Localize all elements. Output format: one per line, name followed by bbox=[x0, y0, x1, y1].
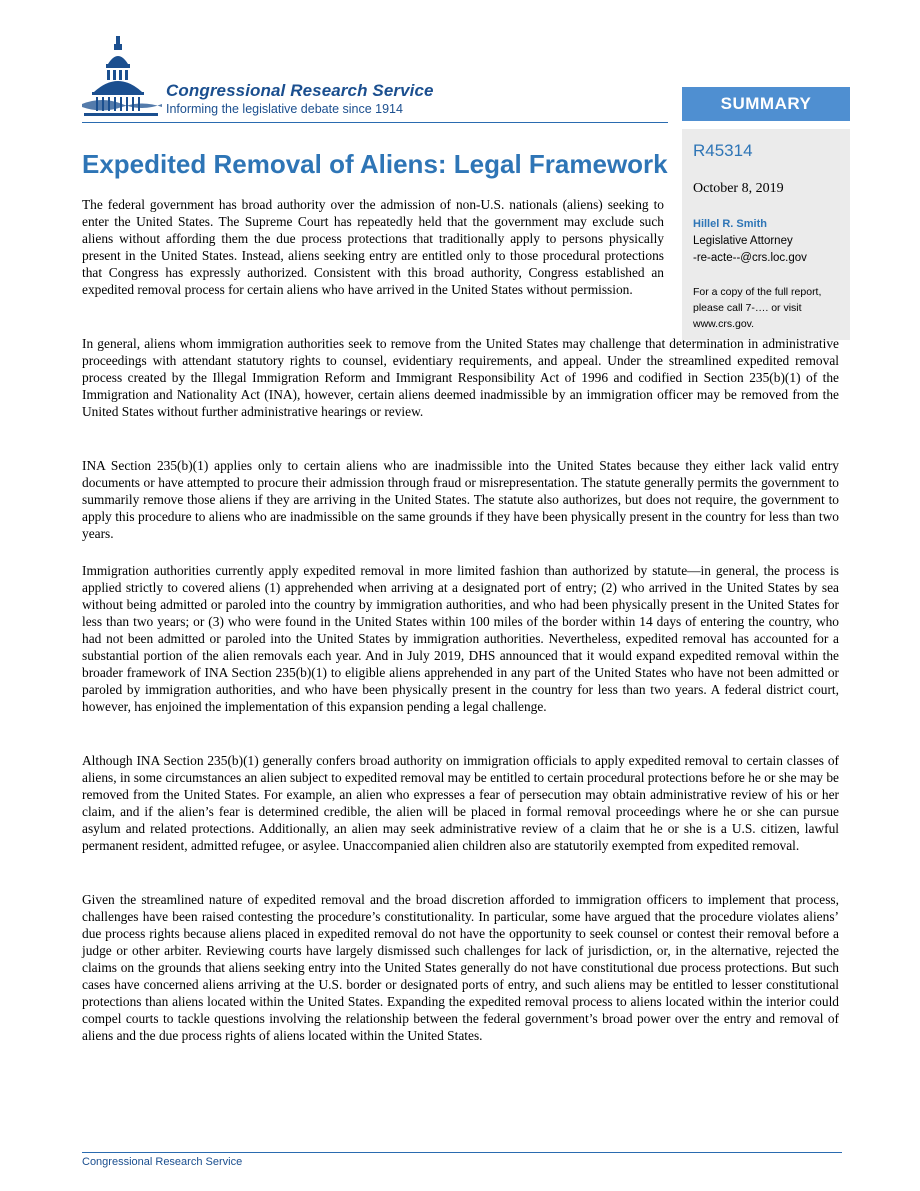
org-tagline: Informing the legislative debate since 1914 bbox=[166, 102, 403, 116]
document-title: Expedited Removal of Aliens: Legal Framework bbox=[82, 149, 668, 179]
capitol-dome-icon bbox=[82, 34, 164, 124]
copy-note: For a copy of the full report, please call 7-…. or visit www.crs.gov. bbox=[693, 286, 822, 330]
summary-paragraph: Immigration authorities currently apply expedited removal in more limited fashion than authorized by statute—in general, the process is applied strictly to covered aliens (1) apprehended when arriving at a designated port of entry; (2) who arrived in the United States by sea without being admitted or paroled into the country by immigration authorities, and who had been physically present in the United States for less than two years; or (3) who were found in the United States within 100 miles of the border within 14 days of entering the country, who had not been admitted or paroled into the United States by immigration authorities. Nevertheless, expedited removal has accounted for a substantial portion of the alien removals each year. And in July 2019, DHS announced that it would expand expedited removal within the broader framework of INA Section 235(b)(1) to eligible aliens apprehended in any part of the United States who have not been admitted or paroled by immigration authorities, and who have been physically present in the country for less than two years. A federal district court, however, has enjoined the implementation of this expansion pending a legal challenge. bbox=[82, 563, 839, 714]
summary-heading: SUMMARY bbox=[682, 87, 850, 121]
summary-paragraph: Although INA Section 235(b)(1) generally confers broad authority on immigration officials to apply expedited removal to certain classes of aliens, in some circumstances an alien subject to expedited removal may be entitled to certain procedural protections before he or she may be removed from the United States. For example, an alien who expresses a fear of persecution may obtain administrative review of his or her claim, and if the alien’s fear is determined credible, the alien will be placed in formal removal proceedings where he or she can pursue asylum and related protections. Additionally, an alien may seek administrative review of a claim that he or she is a U.S. citizen, lawful permanent resident, admitted refugee, or asylee. Unaccompanied alien children also are statutorily exempted from expedited removal. bbox=[82, 753, 839, 853]
org-name: Congressional Research Service bbox=[166, 81, 434, 100]
author-email[interactable]: -re-acte--@crs.loc.gov bbox=[693, 252, 807, 264]
report-number: R45314 bbox=[693, 141, 753, 160]
footer-divider bbox=[82, 1152, 842, 1153]
summary-paragraph: INA Section 235(b)(1) applies only to certain aliens who are inadmissible into the United States because they either lack valid entry documents or have attempted to procure their admission through fraud or misrepresentation. The statute generally permits the government to summarily remove those aliens if they are arriving in the United States. The statute also authorizes, but does not require, the government to apply this procedure to aliens who are inadmissible on the same grounds if they have been physically present in the country for less than two years. bbox=[82, 458, 839, 541]
summary-sidebar bbox=[682, 129, 850, 340]
header-divider bbox=[82, 122, 668, 123]
summary-paragraph: In general, aliens whom immigration authorities seek to remove from the United States may challenge that determination in administrative proceedings with attendant statutory rights to counsel, evidentiary requirements, and appeal. Under the streamlined expedited removal process created by the Illegal Immigration Reform and Immigrant Responsibility Act of 1996 and codified in Section 235(b)(1) of the Immigration and Nationality Act (INA), however, certain aliens deemed inadmissible by an immigration officer may be removed from the United States without further administrative hearings or review. bbox=[82, 336, 839, 419]
report-date: October 8, 2019 bbox=[693, 181, 784, 196]
crs-logo bbox=[82, 34, 682, 124]
footer-text: Congressional Research Service bbox=[82, 1156, 243, 1168]
author-name: Hillel R. Smith bbox=[693, 218, 767, 230]
author-title: Legislative Attorney bbox=[693, 235, 793, 247]
summary-paragraph: Given the streamlined nature of expedited removal and the broad discretion afforded to immigration officers to implement that process, challenges have been raised contesting the procedure’s constitutionality. In particular, some have argued that the procedure violates aliens’ due process rights because aliens placed in expedited removal do not have the opportunity to seek counsel or contest their removal before a judge or other arbiter. Reviewing courts have largely dismissed such challenges for lack of jurisdiction, or, in the alternative, rejected the claims on the grounds that aliens seeking entry into the United States generally do not have constitutional due process protections. But such cases have concerned aliens arriving at the U.S. border or designated ports of entry, and such aliens may be entitled to lesser constitutional protections than aliens located within the United States. Expanding the expedited removal process to aliens located within the interior could compel courts to tackle questions involving the relationship between the federal government’s broad power over the entry and removal of aliens and the due process rights of aliens located within the United States. bbox=[82, 892, 839, 1043]
summary-paragraph: The federal government has broad authority over the admission of non-U.S. nationals (aliens) seeking to enter the United States. The Supreme Court has repeatedly held that the government may exclude such aliens without affording them the due process protections that traditionally apply to persons physically present in the United States. Instead, aliens seeking entry are entitled only to those procedural protections that Congress has expressly authorized. Consistent with this broad authority, Congress established an expedited removal process for certain aliens who have arrived in the United States without permission. bbox=[82, 197, 664, 297]
